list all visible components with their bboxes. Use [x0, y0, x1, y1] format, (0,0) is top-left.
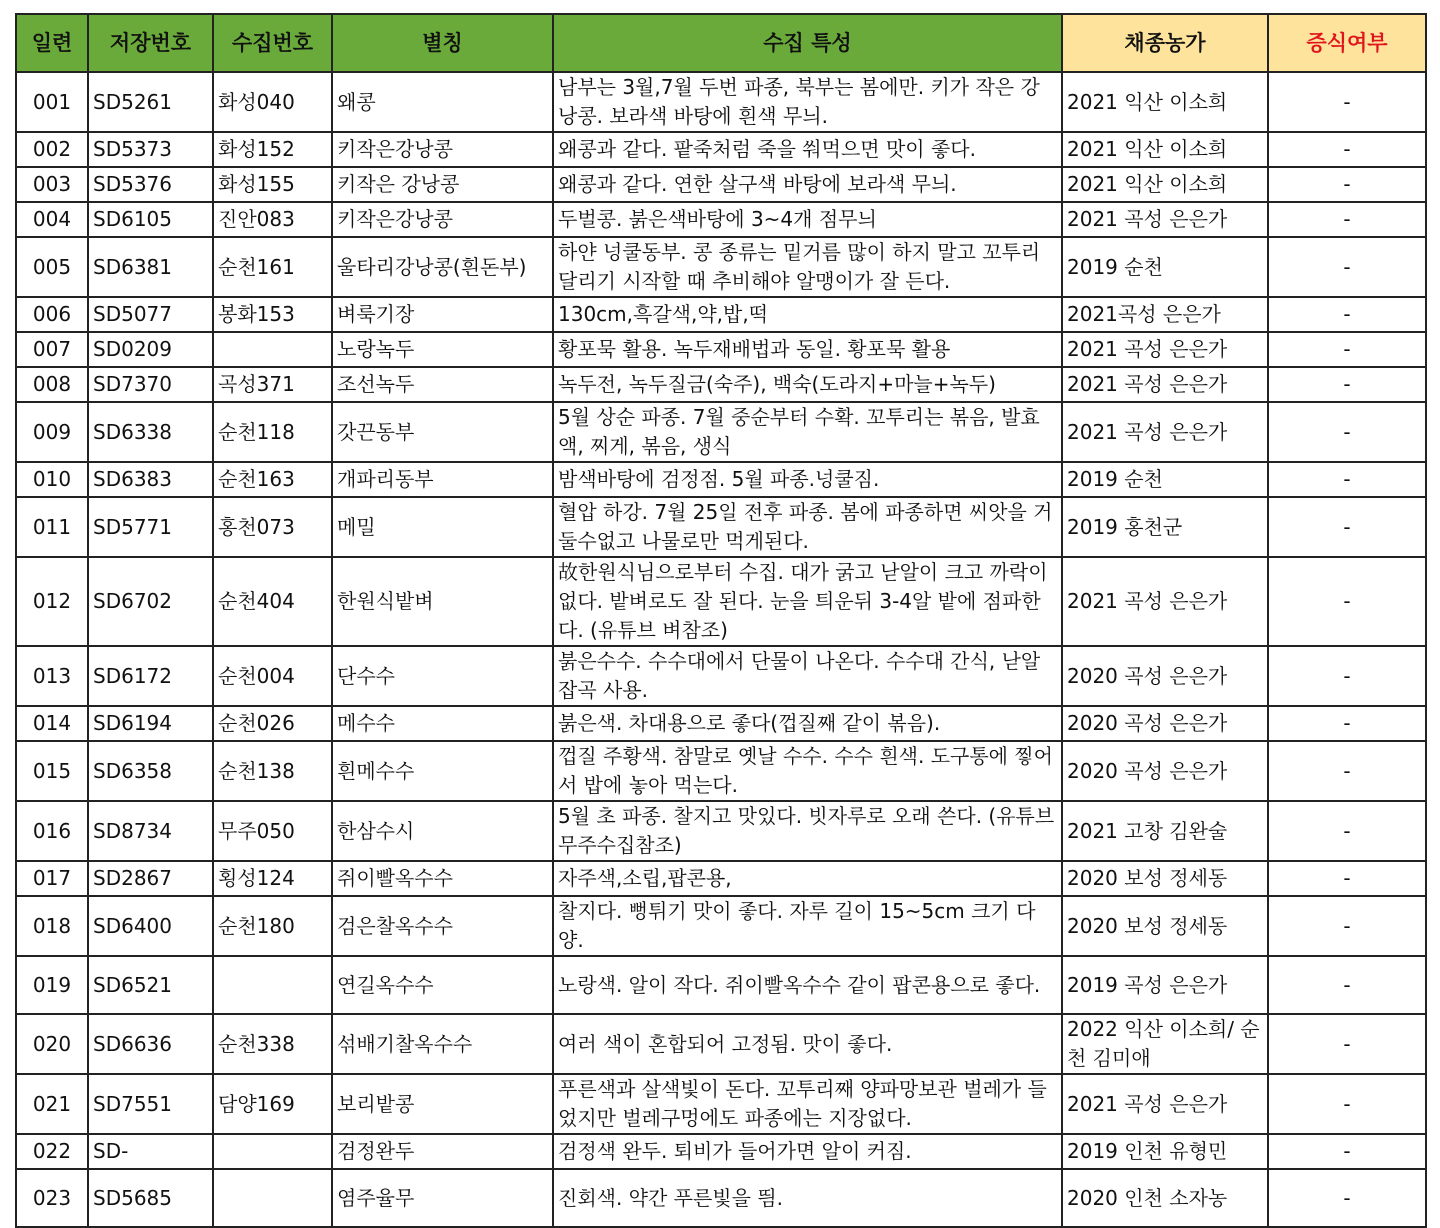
cell-storage-no: SD5376 — [88, 167, 213, 202]
cell-traits: 녹두전, 녹두질금(숙주), 백숙(도라지+마늘+녹두) — [553, 367, 1062, 402]
cell-collection-no — [213, 1169, 332, 1227]
cell-serial: 019 — [16, 956, 88, 1014]
cell-storage-no: SD6702 — [88, 557, 213, 646]
cell-storage-no: SD6194 — [88, 706, 213, 741]
cell-traits: 붉은수수. 수수대에서 단물이 나온다. 수수대 간식, 낟알 잡곡 사용. — [553, 646, 1062, 706]
cell-collection-no: 횡성124 — [213, 861, 332, 896]
cell-collection-no: 순천161 — [213, 237, 332, 297]
cell-collection-no: 순천138 — [213, 741, 332, 801]
header-storage-no: 저장번호 — [88, 14, 213, 72]
table-row — [16, 861, 1426, 896]
cell-alias: 조선녹두 — [332, 367, 553, 402]
cell-collection-no: 순천118 — [213, 402, 332, 462]
cell-alias: 단수수 — [332, 646, 553, 706]
cell-storage-no: SD5771 — [88, 497, 213, 557]
cell-farm: 2020 인천 소자농 — [1062, 1169, 1268, 1227]
cell-collection-no: 봉화153 — [213, 297, 332, 332]
table-row — [16, 1074, 1426, 1134]
cell-serial: 002 — [16, 132, 88, 167]
cell-propagation: - — [1268, 861, 1426, 896]
cell-collection-no: 화성040 — [213, 72, 332, 132]
cell-traits: 故한원식님으로부터 수집. 대가 굵고 낟알이 크고 까락이 없다. 밭벼로도 잘 된다. 눈을 틔운뒤 3-4알 밭에 점파한다. (유튜브 벼참조) — [553, 557, 1062, 646]
cell-farm: 2021 곡성 은은가 — [1062, 332, 1268, 367]
cell-serial: 013 — [16, 646, 88, 706]
cell-farm: 2021곡성 은은가 — [1062, 297, 1268, 332]
cell-traits: 왜콩과 같다. 연한 살구색 바탕에 보라색 무늬. — [553, 167, 1062, 202]
cell-storage-no: SD2867 — [88, 861, 213, 896]
cell-collection-no: 진안083 — [213, 202, 332, 237]
cell-collection-no — [213, 956, 332, 1014]
cell-storage-no: SD6383 — [88, 462, 213, 497]
cell-storage-no: SD0209 — [88, 332, 213, 367]
cell-traits: 밤색바탕에 검정점. 5월 파종.넝쿨짐. — [553, 462, 1062, 497]
cell-alias: 왜콩 — [332, 72, 553, 132]
cell-alias: 한삼수시 — [332, 801, 553, 861]
cell-traits: 130cm,흑갈색,약,밥,떡 — [553, 297, 1062, 332]
header-collection-no: 수집번호 — [213, 14, 332, 72]
cell-alias: 연길옥수수 — [332, 956, 553, 1014]
cell-farm: 2019 순천 — [1062, 462, 1268, 497]
cell-alias: 키작은강낭콩 — [332, 132, 553, 167]
table-row — [16, 132, 1426, 167]
cell-propagation: - — [1268, 896, 1426, 956]
header-row — [16, 14, 1426, 72]
cell-storage-no: SD7370 — [88, 367, 213, 402]
cell-traits: 하얀 넝쿨동부. 콩 종류는 밑거름 많이 하지 말고 꼬투리 달리기 시작할 때 추비해야 알맹이가 잘 든다. — [553, 237, 1062, 297]
cell-propagation: - — [1268, 237, 1426, 297]
cell-storage-no: SD5261 — [88, 72, 213, 132]
cell-serial: 010 — [16, 462, 88, 497]
cell-alias: 노랑녹두 — [332, 332, 553, 367]
cell-collection-no — [213, 1134, 332, 1169]
cell-storage-no: SD6400 — [88, 896, 213, 956]
cell-storage-no: SD5685 — [88, 1169, 213, 1227]
table-row — [16, 741, 1426, 801]
table-row — [16, 646, 1426, 706]
cell-alias: 울타리강낭콩(흰돈부) — [332, 237, 553, 297]
header-alias: 별칭 — [332, 14, 553, 72]
cell-storage-no: SD5077 — [88, 297, 213, 332]
cell-farm: 2021 곡성 은은가 — [1062, 557, 1268, 646]
cell-traits: 황포묵 활용. 녹두재배법과 동일. 황포묵 활용 — [553, 332, 1062, 367]
cell-farm: 2022 익산 이소희/ 순천 김미애 — [1062, 1014, 1268, 1074]
cell-alias: 검은찰옥수수 — [332, 896, 553, 956]
cell-traits: 5월 상순 파종. 7월 중순부터 수확. 꼬투리는 볶음, 발효액, 찌게, 볶음, 생식 — [553, 402, 1062, 462]
table-row — [16, 956, 1426, 1014]
cell-propagation: - — [1268, 497, 1426, 557]
cell-farm: 2021 익산 이소희 — [1062, 72, 1268, 132]
cell-propagation: - — [1268, 956, 1426, 1014]
cell-propagation: - — [1268, 1014, 1426, 1074]
cell-serial: 003 — [16, 167, 88, 202]
cell-propagation: - — [1268, 1134, 1426, 1169]
cell-farm: 2019 인천 유형민 — [1062, 1134, 1268, 1169]
cell-alias: 메밀 — [332, 497, 553, 557]
cell-traits: 껍질 주황색. 참말로 옛날 수수. 수수 흰색. 도구통에 찧어서 밥에 놓아 먹는다. — [553, 741, 1062, 801]
cell-farm: 2020 보성 정세동 — [1062, 896, 1268, 956]
cell-propagation: - — [1268, 332, 1426, 367]
cell-traits: 남부는 3월,7월 두번 파종, 북부는 봄에만. 키가 작은 강낭콩. 보라색 바탕에 흰색 무늬. — [553, 72, 1062, 132]
cell-alias: 키작은 강낭콩 — [332, 167, 553, 202]
table-row — [16, 202, 1426, 237]
cell-collection-no: 홍천073 — [213, 497, 332, 557]
cell-alias: 염주율무 — [332, 1169, 553, 1227]
cell-serial: 016 — [16, 801, 88, 861]
cell-serial: 020 — [16, 1014, 88, 1074]
cell-alias: 키작은강낭콩 — [332, 202, 553, 237]
table-row — [16, 297, 1426, 332]
table-row — [16, 801, 1426, 861]
cell-serial: 021 — [16, 1074, 88, 1134]
table-row — [16, 402, 1426, 462]
cell-serial: 018 — [16, 896, 88, 956]
cell-traits: 5월 초 파종. 찰지고 맛있다. 빗자루로 오래 쓴다. (유튜브 무주수집참조) — [553, 801, 1062, 861]
cell-propagation: - — [1268, 646, 1426, 706]
cell-alias: 검정완두 — [332, 1134, 553, 1169]
cell-collection-no: 순천026 — [213, 706, 332, 741]
table-body — [16, 72, 1426, 1227]
cell-farm: 2020 보성 정세동 — [1062, 861, 1268, 896]
table-row — [16, 1134, 1426, 1169]
cell-traits: 혈압 하강. 7월 25일 전후 파종. 봄에 파종하면 씨앗을 거둘수없고 나물로만 먹게된다. — [553, 497, 1062, 557]
cell-propagation: - — [1268, 202, 1426, 237]
cell-storage-no: SD6521 — [88, 956, 213, 1014]
table-row — [16, 167, 1426, 202]
cell-propagation: - — [1268, 367, 1426, 402]
cell-traits: 검정색 완두. 퇴비가 들어가면 알이 커짐. — [553, 1134, 1062, 1169]
cell-alias: 개파리동부 — [332, 462, 553, 497]
cell-storage-no: SD6172 — [88, 646, 213, 706]
cell-storage-no: SD6381 — [88, 237, 213, 297]
header-serial: 일련 — [16, 14, 88, 72]
cell-storage-no: SD8734 — [88, 801, 213, 861]
cell-collection-no — [213, 332, 332, 367]
cell-serial: 009 — [16, 402, 88, 462]
cell-serial: 001 — [16, 72, 88, 132]
header-traits: 수집 특성 — [553, 14, 1062, 72]
cell-serial: 023 — [16, 1169, 88, 1227]
cell-serial: 022 — [16, 1134, 88, 1169]
cell-farm: 2021 곡성 은은가 — [1062, 367, 1268, 402]
cell-farm: 2020 곡성 은은가 — [1062, 706, 1268, 741]
cell-collection-no: 순천004 — [213, 646, 332, 706]
table-row — [16, 557, 1426, 646]
cell-collection-no: 화성152 — [213, 132, 332, 167]
cell-farm: 2021 익산 이소희 — [1062, 167, 1268, 202]
table-row — [16, 1014, 1426, 1074]
cell-collection-no: 순천163 — [213, 462, 332, 497]
cell-alias: 갓끈동부 — [332, 402, 553, 462]
cell-farm: 2020 곡성 은은가 — [1062, 741, 1268, 801]
table-row — [16, 332, 1426, 367]
cell-serial: 012 — [16, 557, 88, 646]
header-propagation: 증식여부 — [1268, 14, 1426, 72]
cell-serial: 005 — [16, 237, 88, 297]
cell-serial: 015 — [16, 741, 88, 801]
table-row — [16, 462, 1426, 497]
cell-traits: 푸른색과 살색빛이 돈다. 꼬투리째 양파망보관 벌레가 들었지만 벌레구멍에도 파종에는 지장없다. — [553, 1074, 1062, 1134]
cell-propagation: - — [1268, 741, 1426, 801]
cell-storage-no: SD- — [88, 1134, 213, 1169]
table-row — [16, 367, 1426, 402]
cell-propagation: - — [1268, 462, 1426, 497]
cell-farm: 2019 홍천군 — [1062, 497, 1268, 557]
cell-storage-no: SD6338 — [88, 402, 213, 462]
cell-serial: 007 — [16, 332, 88, 367]
header-farm: 채종농가 — [1062, 14, 1268, 72]
cell-alias: 섞배기찰옥수수 — [332, 1014, 553, 1074]
cell-alias: 한원식밭벼 — [332, 557, 553, 646]
cell-serial: 008 — [16, 367, 88, 402]
cell-alias: 메수수 — [332, 706, 553, 741]
cell-serial: 014 — [16, 706, 88, 741]
cell-storage-no: SD5373 — [88, 132, 213, 167]
cell-collection-no: 화성155 — [213, 167, 332, 202]
cell-traits: 자주색,소립,팝콘용, — [553, 861, 1062, 896]
cell-farm: 2021 곡성 은은가 — [1062, 1074, 1268, 1134]
cell-serial: 006 — [16, 297, 88, 332]
cell-farm: 2021 곡성 은은가 — [1062, 402, 1268, 462]
cell-serial: 017 — [16, 861, 88, 896]
cell-farm: 2019 순천 — [1062, 237, 1268, 297]
cell-alias: 벼룩기장 — [332, 297, 553, 332]
cell-propagation: - — [1268, 706, 1426, 741]
cell-traits: 찰지다. 뻥튀기 맛이 좋다. 자루 길이 15~5cm 크기 다양. — [553, 896, 1062, 956]
cell-collection-no: 곡성371 — [213, 367, 332, 402]
cell-farm: 2021 익산 이소희 — [1062, 132, 1268, 167]
cell-storage-no: SD7551 — [88, 1074, 213, 1134]
table-row — [16, 72, 1426, 132]
cell-farm: 2021 곡성 은은가 — [1062, 202, 1268, 237]
table-row — [16, 706, 1426, 741]
cell-propagation: - — [1268, 132, 1426, 167]
cell-farm: 2019 곡성 은은가 — [1062, 956, 1268, 1014]
cell-storage-no: SD6358 — [88, 741, 213, 801]
cell-farm: 2021 고창 김완술 — [1062, 801, 1268, 861]
cell-serial: 011 — [16, 497, 88, 557]
cell-storage-no: SD6636 — [88, 1014, 213, 1074]
table-row — [16, 896, 1426, 956]
cell-traits: 노랑색. 알이 작다. 쥐이빨옥수수 같이 팝콘용으로 좋다. — [553, 956, 1062, 1014]
table-row — [16, 237, 1426, 297]
cell-propagation: - — [1268, 297, 1426, 332]
cell-collection-no: 무주050 — [213, 801, 332, 861]
cell-alias: 보리밭콩 — [332, 1074, 553, 1134]
seed-collection-table — [15, 13, 1427, 1228]
cell-collection-no: 담양169 — [213, 1074, 332, 1134]
cell-propagation: - — [1268, 557, 1426, 646]
cell-traits: 진회색. 약간 푸른빛을 띔. — [553, 1169, 1062, 1227]
cell-propagation: - — [1268, 402, 1426, 462]
cell-propagation: - — [1268, 72, 1426, 132]
cell-storage-no: SD6105 — [88, 202, 213, 237]
cell-traits: 붉은색. 차대용으로 좋다(껍질째 같이 볶음). — [553, 706, 1062, 741]
cell-collection-no: 순천180 — [213, 896, 332, 956]
table-row — [16, 497, 1426, 557]
cell-alias: 쥐이빨옥수수 — [332, 861, 553, 896]
cell-serial: 004 — [16, 202, 88, 237]
cell-collection-no: 순천338 — [213, 1014, 332, 1074]
cell-propagation: - — [1268, 1074, 1426, 1134]
cell-propagation: - — [1268, 167, 1426, 202]
table-row — [16, 1169, 1426, 1227]
cell-alias: 흰메수수 — [332, 741, 553, 801]
cell-farm: 2020 곡성 은은가 — [1062, 646, 1268, 706]
cell-propagation: - — [1268, 801, 1426, 861]
cell-collection-no: 순천404 — [213, 557, 332, 646]
cell-traits: 두벌콩. 붉은색바탕에 3~4개 점무늬 — [553, 202, 1062, 237]
cell-propagation: - — [1268, 1169, 1426, 1227]
cell-traits: 왜콩과 같다. 팥죽처럼 죽을 쒀먹으면 맛이 좋다. — [553, 132, 1062, 167]
cell-traits: 여러 색이 혼합되어 고정됨. 맛이 좋다. — [553, 1014, 1062, 1074]
